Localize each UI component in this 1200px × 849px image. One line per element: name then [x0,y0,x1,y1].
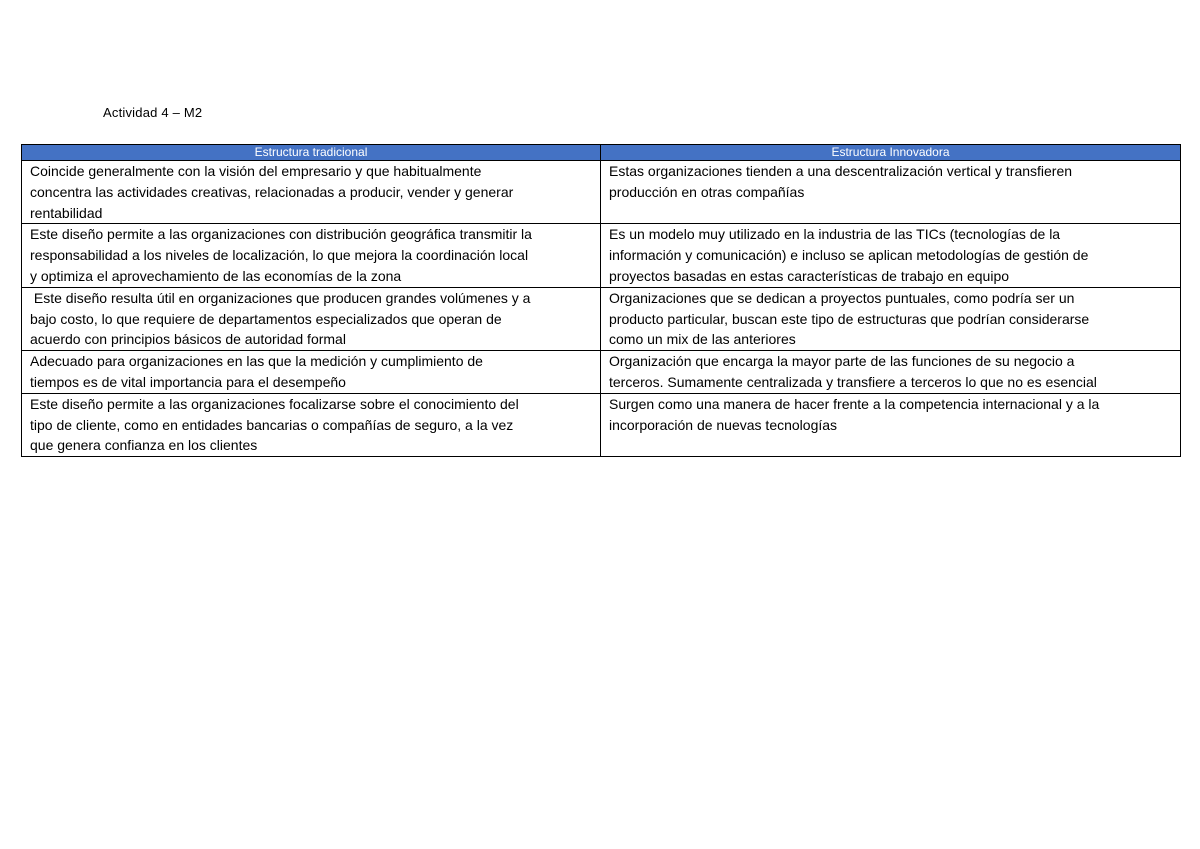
cell-line: acuerdo con principios básicos de autoridad formal [30,331,346,348]
innovative-cell [601,393,1181,456]
cell-line: Organización que encarga la mayor parte de las funciones de su negocio a [609,353,1075,370]
cell-line: que genera confianza en los clientes [30,437,258,454]
innovative-cell [601,224,1181,287]
innovative-cell [601,351,1181,394]
table-row [22,351,1181,394]
table-header-row [22,145,1181,161]
cell-line: producción en otras compañías [609,183,805,200]
table-row [22,224,1181,287]
cell-line: Surgen como una manera de hacer frente a la competencia internacional y a la [609,395,1100,412]
cell-line: Este diseño resulta útil en organizaciones que producen grandes volúmenes y a [30,289,531,306]
cell-line: Estas organizaciones tienden a una descentralización vertical y transfieren [609,163,1073,179]
header-traditional-structure: Estructura tradicional [22,145,601,161]
cell-line: Este diseño permite a las organizaciones focalizarse sobre el conocimiento del [30,395,519,412]
cell-line: tipo de cliente, como en entidades bancarias o compañías de seguro, a la vez [30,416,514,433]
cell-line: incorporación de nuevas tecnologías [609,416,838,433]
innovative-cell [601,161,1181,224]
cell-line: como un mix de las anteriores [609,331,796,348]
traditional-cell [22,287,601,350]
cell-line: rentabilidad [30,204,103,221]
cell-line: responsabilidad a los niveles de localización, lo que mejora la coordinación local [30,247,529,264]
cell-line: producto particular, buscan este tipo de estructuras que podrían considerarse [609,310,1090,327]
cell-line: información y comunicación) e incluso se aplican metodologías de gestión de [609,247,1089,264]
cell-line: y optimiza el aprovechamiento de las economías de la zona [30,267,402,284]
table-row [22,161,1181,224]
cell-line: Adecuado para organizaciones en las que la medición y cumplimiento de [30,353,483,370]
cell-line: Organizaciones que se dedican a proyectos puntuales, como podría ser un [609,289,1075,306]
traditional-cell [22,224,601,287]
document-title: Actividad 4 – M2 [103,105,203,120]
comparison-table [21,144,1181,457]
cell-line: bajo costo, lo que requiere de departamentos especializados que operan de [30,310,502,327]
innovative-cell [601,287,1181,350]
table-row [22,393,1181,456]
cell-line: concentra las actividades creativas, relacionadas a producir, vender y generar [30,183,514,200]
table-row [22,287,1181,350]
cell-line: terceros. Sumamente centralizada y transfiere a terceros lo que no es esencial [609,373,1097,390]
traditional-cell [22,161,601,224]
traditional-cell [22,351,601,394]
cell-line: Este diseño permite a las organizaciones con distribución geográfica transmitir la [30,226,532,243]
cell-line: Coincide generalmente con la visión del empresario y que habitualmente [30,163,482,179]
cell-line: Es un modelo muy utilizado en la industria de las TICs (tecnologías de la [609,226,1061,243]
traditional-cell [22,393,601,456]
cell-line: proyectos basadas en estas características de trabajo en equipo [609,267,1010,284]
cell-line: tiempos es de vital importancia para el desempeño [30,373,346,390]
header-innovative-structure: Estructura Innovadora [601,145,1181,161]
